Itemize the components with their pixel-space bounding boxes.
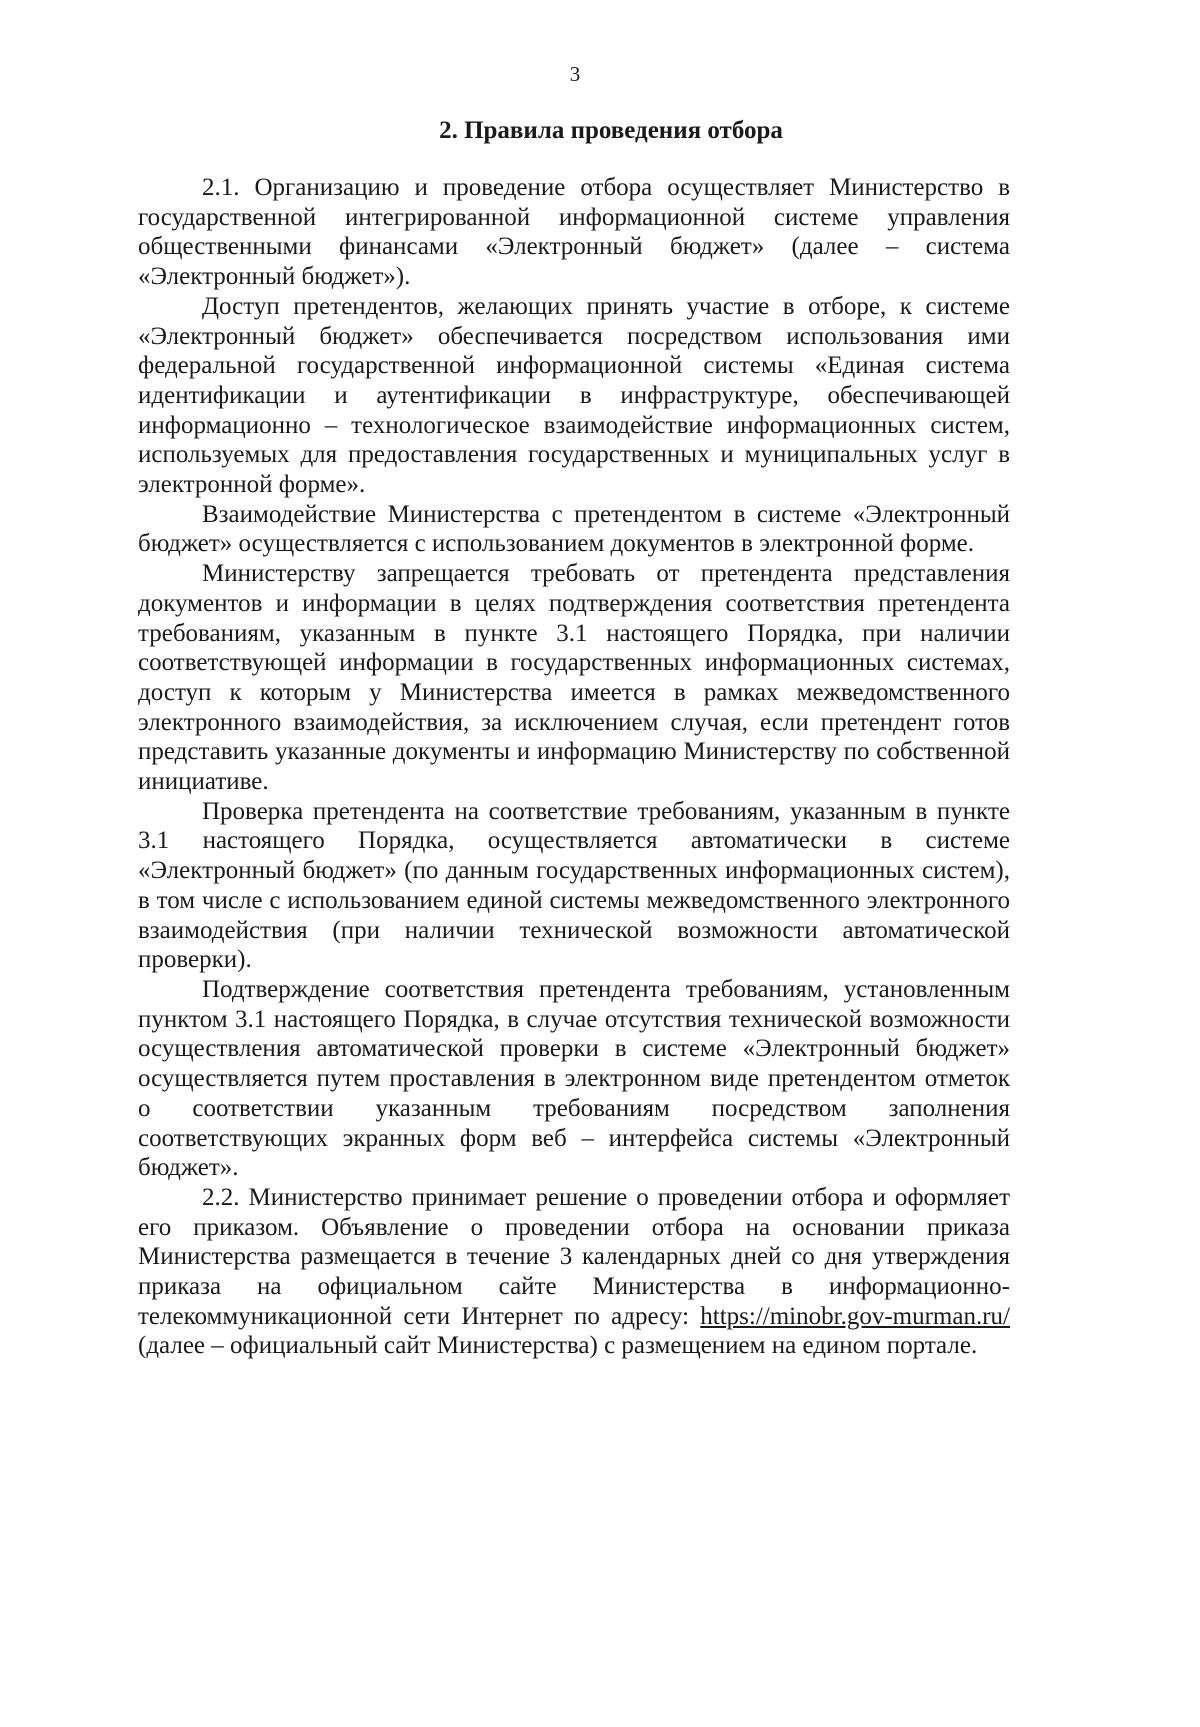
document-body	[138, 173, 1010, 1361]
paragraph-prohibition: Министерству запрещается требовать от претендента представления документов и информации в целях подтверждения соответствия претендента требованиям, указанным в пункте 3.1 настоящего Порядка, при наличии соответствующей информации в государственных информационных системах, доступ к которым у Министерства имеется в рамках межведомственного электронного взаимодействия, за исключением случая, если претендент готов представить указанные документы и информацию Министерству по собственной инициативе.	[138, 560, 1010, 796]
paragraph-confirmation: Подтверждение соответствия претендента требованиям, установленным пунктом 3.1 настоящего Порядка, в случае отсутствия технической возможности осуществления автоматической проверки в системе «Электронный бюджет» осуществляется путем проставления в электронном виде претендентом отметок о соответствии указанным требованиям посредством заполнения соответствующих экранных форм веб – интерфейса системы «Электронный бюджет».	[138, 975, 1010, 1182]
paragraph-verification: Проверка претендента на соответствие требованиям, указанным в пункте 3.1 настоящего Порядка, осуществляется автоматически в системе «Электронный бюджет» (по данным государственных информационных систем), в том числе с использованием единой системы межведомственного электронного взаимодействия (при наличии технической возможности автоматической проверки).	[138, 797, 1010, 974]
paragraph-2-2-tail: (далее – официальный сайт Министерства) с размещением на едином портале.	[138, 1332, 978, 1360]
paragraph-2-2-text: 2.2. Министерство принимает решение о проведении отбора и оформляет его приказом. Объявление о проведении отбора на основании приказа Министерства размещается в течение 3 календарных дней со дня утверждения приказа на официальном сайте Министерства в информационно-телекоммуникационной сети Интернет по адресу:	[138, 1183, 1010, 1330]
page-number: 3	[569, 62, 581, 86]
ministry-website-link[interactable]: https://minobr.gov-murman.ru/	[700, 1302, 1010, 1330]
paragraph-2-2	[138, 1183, 1010, 1361]
section-title: 2. Правила проведения отбора	[439, 117, 783, 144]
paragraph-access: Доступ претендентов, желающих принять участие в отборе, к системе «Электронный бюджет» обеспечивается посредством использования ими федеральной государственной информационной системы «Единая система идентификации и аутентификации в инфраструктуре, обеспечивающей информационно – технологическое взаимодействие информационных систем, используемых для предоставления государственных и муниципальных услуг в электронной форме».	[138, 292, 1010, 499]
paragraph-interaction: Взаимодействие Министерства с претендентом в системе «Электронный бюджет» осуществляется с использованием документов в электронной форме.	[138, 500, 1010, 558]
paragraph-2-1: 2.1. Организацию и проведение отбора осуществляет Министерство в государственной интегрированной информационной системе управления общественными финансами «Электронный бюджет» (далее – система «Электронный бюджет»).	[138, 174, 1010, 291]
